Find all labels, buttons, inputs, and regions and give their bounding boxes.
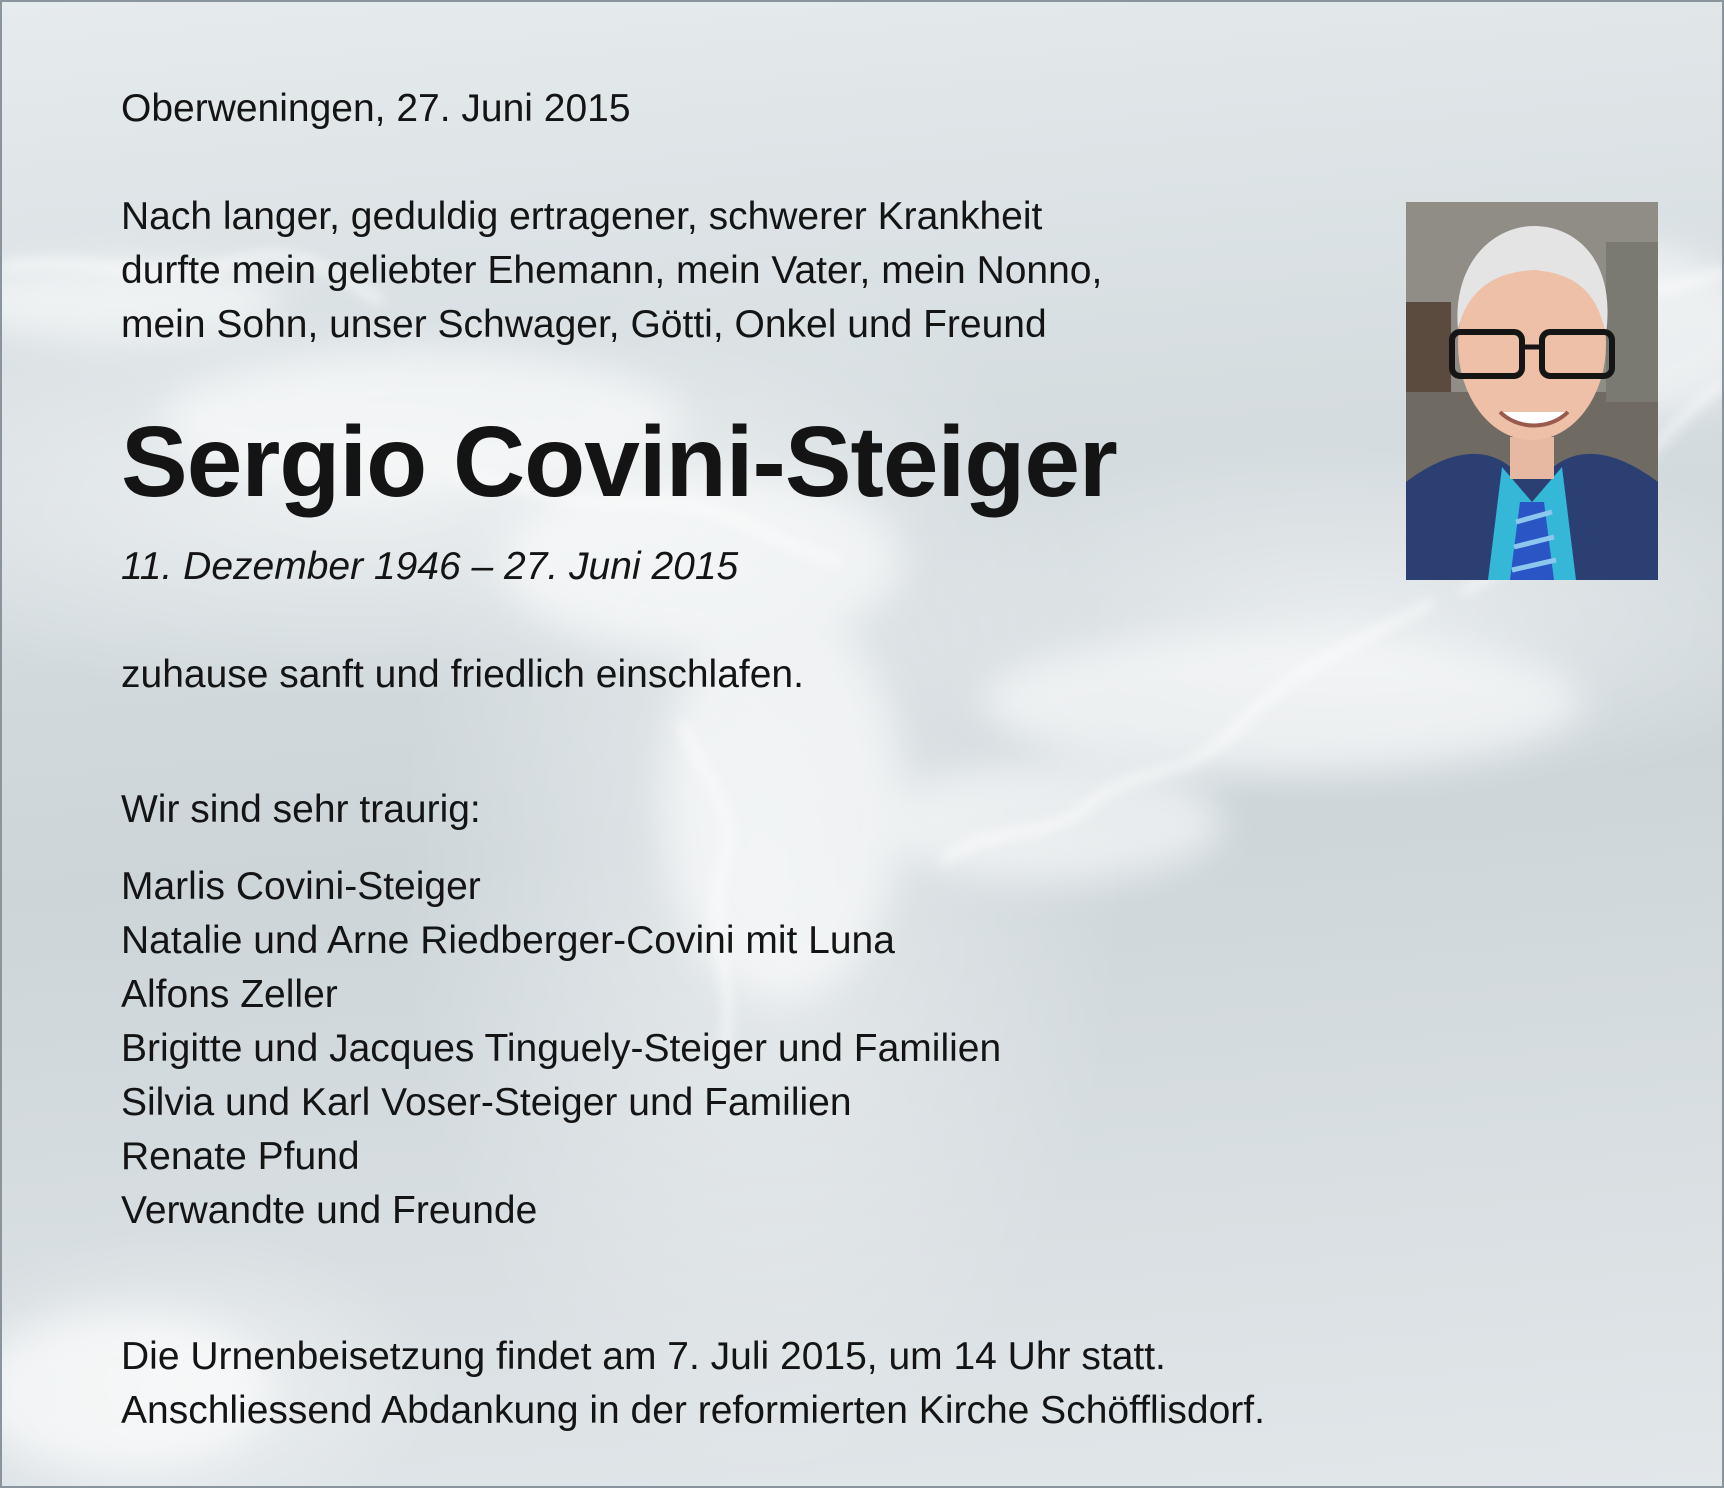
mourner-item: Brigitte und Jacques Tinguely-Steiger und Familien xyxy=(121,1027,1002,1070)
closing-line: zuhause sanft und friedlich einschlafen. xyxy=(121,653,804,696)
mourner-item: Marlis Covini-Steiger xyxy=(121,865,481,908)
portrait-photo xyxy=(1406,202,1658,580)
life-dates: 11. Dezember 1946 – 27. Juni 2015 xyxy=(121,545,739,588)
mourner-item: Alfons Zeller xyxy=(121,973,338,1016)
mourner-item: Verwandte und Freunde xyxy=(121,1189,538,1232)
intro-text xyxy=(121,190,1102,352)
ceremony-line: Die Urnenbeisetzung findet am 7. Juli 2015, um 14 Uhr statt. xyxy=(121,1335,1166,1378)
intro-line: Nach langer, geduldig ertragener, schwerer Krankheit xyxy=(121,195,1043,238)
mourner-item: Natalie und Arne Riedberger-Covini mit Luna xyxy=(121,919,895,962)
deceased-name: Sergio Covini-Steiger xyxy=(121,406,1117,518)
mourner-item: Renate Pfund xyxy=(121,1135,360,1178)
mourners-heading: Wir sind sehr traurig: xyxy=(121,788,481,831)
intro-line: durfte mein geliebter Ehemann, mein Vater, mein Nonno, xyxy=(121,249,1103,292)
ceremony-info xyxy=(121,1330,1265,1438)
portrait-illustration xyxy=(1406,202,1658,580)
intro-line: mein Sohn, unser Schwager, Götti, Onkel und Freund xyxy=(121,303,1047,346)
mourner-item: Silvia und Karl Voser-Steiger und Familien xyxy=(121,1081,852,1124)
mourners-list xyxy=(121,860,1001,1238)
ceremony-line: Anschliessend Abdankung in der reformierten Kirche Schöfflisdorf. xyxy=(121,1389,1265,1432)
place-date: Oberweningen, 27. Juni 2015 xyxy=(121,87,631,130)
